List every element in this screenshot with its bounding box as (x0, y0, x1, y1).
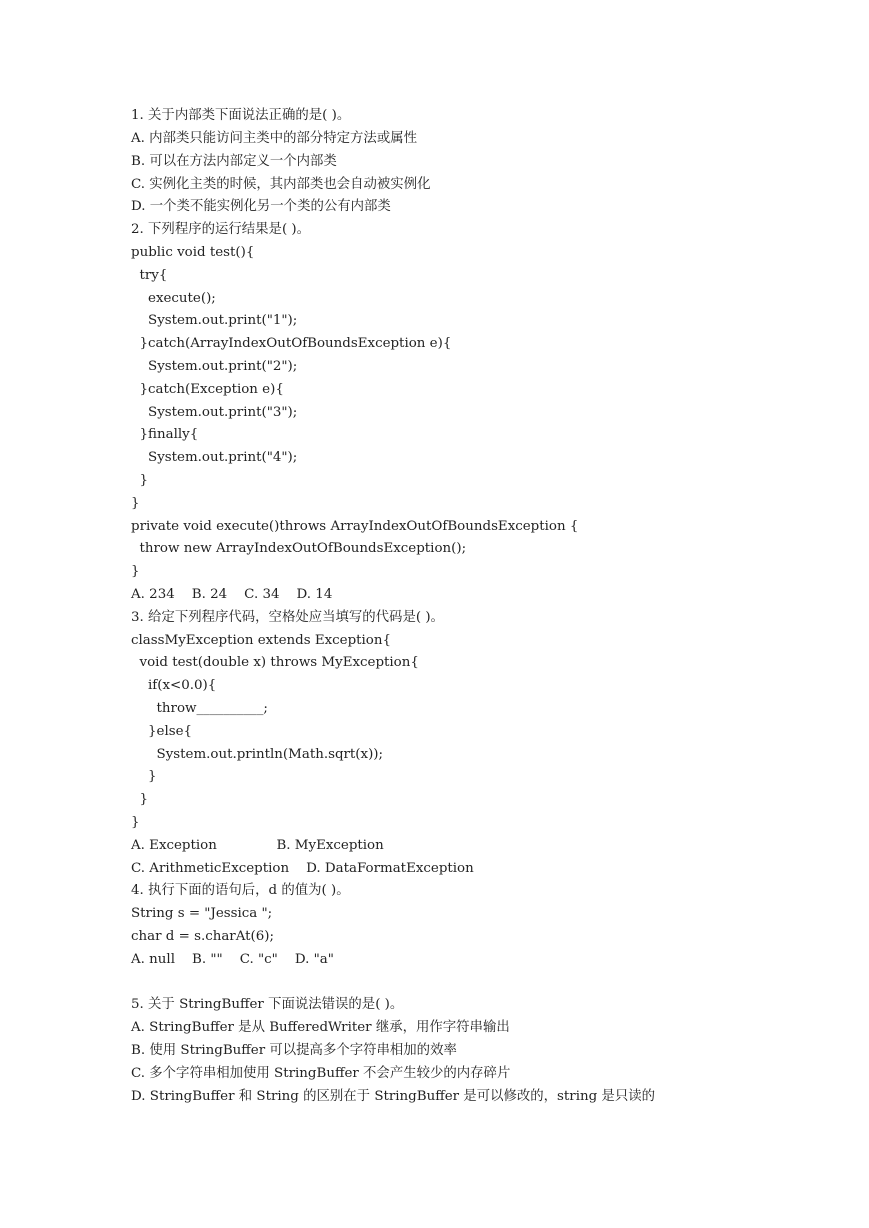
question-4-options: A. null B. "" C. "c" D. "a" (131, 952, 334, 967)
code-line: }catch(ArrayIndexOutOfBoundsException e){ (131, 336, 452, 351)
question-3-options-cd: C. ArithmeticException D. DataFormatException (131, 861, 474, 876)
code-line: private void execute()throws ArrayIndexOutOfBoundsException { (131, 519, 579, 534)
code-line: try{ (131, 268, 168, 283)
question-1-option-c: C. 实例化主类的时候，其内部类也会自动被实例化 (131, 177, 431, 192)
code-line: char d = s.charAt(6); (131, 929, 275, 944)
question-5-option-b: B. 使用 StringBuffer 可以提高多个字符串相加的效率 (131, 1043, 457, 1058)
question-1-option-b: B. 可以在方法内部定义一个内部类 (131, 154, 337, 169)
code-line: } (131, 792, 149, 807)
code-line: System.out.print("3"); (131, 405, 298, 420)
question-3-stem: 3. 给定下列程序代码，空格处应当填写的代码是( )。 (131, 610, 444, 625)
code-line: String s = "Jessica "; (131, 906, 273, 921)
code-line: if(x<0.0){ (131, 678, 217, 693)
code-line: System.out.print("2"); (131, 359, 298, 374)
question-5-option-c: C. 多个字符串相加使用 StringBuffer 不会产生较少的内存碎片 (131, 1066, 511, 1081)
question-5-stem: 5. 关于 StringBuffer 下面说法错误的是( )。 (131, 997, 404, 1012)
question-5-option-a: A. StringBuffer 是从 BufferedWriter 继承，用作字符串输出 (131, 1020, 510, 1035)
question-3-options-ab: A. Exception B. MyException (131, 838, 384, 853)
code-line: } (131, 815, 140, 830)
code-line: public void test(){ (131, 245, 255, 260)
question-4-stem: 4. 执行下面的语句后，d 的值为( )。 (131, 883, 350, 898)
code-line: throw new ArrayIndexOutOfBoundsException(); (131, 541, 467, 556)
code-line: classMyException extends Exception{ (131, 633, 392, 648)
question-2-options: A. 234 B. 24 C. 34 D. 14 (131, 587, 333, 602)
code-line: System.out.print("1"); (131, 313, 298, 328)
question-1-option-a: A. 内部类只能访问主类中的部分特定方法或属性 (131, 131, 417, 146)
code-line: execute(); (131, 291, 216, 306)
code-line: }finally{ (131, 427, 199, 442)
question-2-stem: 2. 下列程序的运行结果是( )。 (131, 222, 311, 237)
code-line: } (131, 473, 149, 488)
question-1-stem: 1. 关于内部类下面说法正确的是( )。 (131, 108, 351, 123)
code-line: System.out.print("4"); (131, 450, 298, 465)
code-line: throw__________; (131, 701, 268, 716)
code-line: void test(double x) throws MyException{ (131, 655, 419, 670)
code-line: }else{ (131, 724, 193, 739)
question-5-option-d: D. StringBuffer 和 String 的区别在于 StringBuffer 是可以修改的，string 是只读的 (131, 1089, 655, 1104)
code-line: } (131, 564, 140, 579)
code-line: } (131, 496, 140, 511)
question-1-option-d: D. 一个类不能实例化另一个类的公有内部类 (131, 199, 391, 214)
code-line: }catch(Exception e){ (131, 382, 284, 397)
code-line: System.out.println(Math.sqrt(x)); (131, 747, 384, 762)
code-line: } (131, 769, 157, 784)
